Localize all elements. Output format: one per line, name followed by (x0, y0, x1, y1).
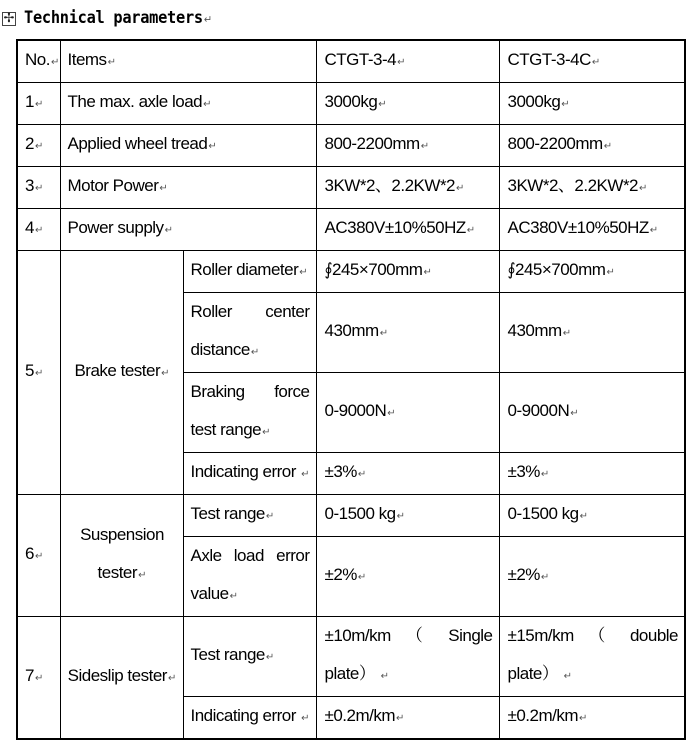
brake-braking-force-a: 0-9000N (324, 401, 387, 420)
row-value-b: 3000kg (507, 92, 561, 111)
sideslip-test-range-a-line1: ±10m/km （ Single (324, 626, 493, 645)
brake-indicating-error-a-cell (316, 453, 499, 495)
suspension-axle-load-error-b-cell (499, 537, 685, 617)
row-value-a-cell (316, 167, 499, 209)
row-value-b: AC380V±10%50HZ (507, 218, 649, 237)
cell-mark-icon: ↵ (265, 652, 275, 663)
sideslip-indicating-error-label: Indicating error (190, 706, 296, 725)
sideslip-no: 7 (25, 666, 34, 685)
sideslip-test-range-label-cell (183, 617, 316, 697)
sideslip-test-range-b-cell (499, 617, 685, 697)
suspension-no-cell (17, 495, 60, 617)
row-value-b-cell (499, 83, 685, 125)
brake-indicating-error-label-cell (183, 453, 316, 495)
sideslip-indicating-error-a: ±0.2m/km (324, 706, 396, 725)
table-row (17, 125, 685, 167)
row-item: Power supply (67, 218, 164, 237)
cell-mark-icon: ↵ (357, 469, 367, 480)
cell-mark-icon: ↵ (396, 713, 405, 724)
cell-mark-icon: ↵ (540, 572, 550, 583)
table-header-row (17, 40, 685, 83)
cell-mark-icon: ↵ (265, 511, 275, 522)
brake-indicating-error-b-cell (499, 453, 685, 495)
header-model-b: CTGT-3-4C (507, 50, 591, 69)
brake-roller-center-b: 430mm (507, 321, 562, 340)
row-value-b: 3KW*2、2.2KW*2 (507, 176, 639, 195)
row-item-cell (60, 167, 316, 209)
section-title (24, 8, 212, 28)
cell-mark-icon: ↵ (161, 368, 170, 379)
cell-mark-icon: ↵ (357, 572, 367, 583)
cell-mark-icon: ↵ (34, 183, 44, 194)
sideslip-indicating-error-b: ±0.2m/km (507, 706, 579, 725)
suspension-no: 6 (25, 544, 34, 563)
suspension-test-range-a-cell (316, 495, 499, 537)
cell-mark-icon: ↵ (50, 57, 60, 68)
brake-braking-force-label-cell (183, 373, 316, 453)
row-item-cell (60, 209, 316, 251)
cell-mark-icon: ↵ (203, 99, 212, 110)
brake-group: Brake tester (74, 361, 161, 380)
paragraph-mark-icon: ↵ (203, 13, 212, 26)
header-no-cell (17, 40, 60, 83)
cell-mark-icon: ↵ (603, 141, 613, 152)
brake-roller-diameter-label-cell (183, 251, 316, 293)
suspension-test-range-b: 0-1500 kg (507, 504, 579, 523)
brake-row-roller-diameter (17, 251, 685, 293)
cell-mark-icon: ↵ (606, 267, 615, 278)
brake-roller-diameter-b: ∮245×700mm (507, 260, 606, 279)
cell-mark-icon: ↵ (591, 57, 601, 68)
header-model-a: CTGT-3-4 (324, 50, 397, 69)
cell-mark-icon: ↵ (563, 671, 573, 682)
table-row (17, 209, 685, 251)
cell-mark-icon: ↵ (466, 225, 476, 236)
row-no-cell (17, 209, 60, 251)
suspension-test-range-label: Test range (190, 504, 265, 523)
table-row (17, 83, 685, 125)
cell-mark-icon: ↵ (540, 469, 550, 480)
row-value-b: 800-2200mm (507, 134, 603, 153)
sideslip-test-range-a-line2: plate） (324, 664, 376, 683)
brake-roller-diameter-a-cell (316, 251, 499, 293)
cell-mark-icon: ↵ (34, 99, 44, 110)
sideslip-group: Sideslip tester (67, 666, 167, 685)
cell-mark-icon: ↵ (138, 570, 147, 581)
row-item-cell (60, 83, 316, 125)
row-value-a: 800-2200mm (324, 134, 420, 153)
cell-mark-icon: ↵ (379, 328, 389, 339)
suspension-axle-load-error-a-cell (316, 537, 499, 617)
cell-mark-icon: ↵ (34, 141, 44, 152)
sideslip-test-range-a-cell (316, 617, 499, 697)
brake-indicating-error-b: ±3% (507, 462, 540, 481)
row-no: 1 (25, 92, 34, 111)
sideslip-test-range-b-line1: ±15m/km （ double (507, 626, 679, 645)
cell-mark-icon: ↵ (34, 673, 44, 684)
row-no-cell (17, 125, 60, 167)
brake-roller-center-label-line1: Roller center (190, 302, 310, 321)
cell-mark-icon: ↵ (456, 183, 465, 194)
suspension-row-test-range (17, 495, 685, 537)
brake-roller-center-b-cell (499, 293, 685, 373)
brake-braking-force-label-line1: Braking force (190, 382, 310, 401)
brake-roller-center-label-cell (183, 293, 316, 373)
row-value-a: 3KW*2、2.2KW*2 (324, 176, 456, 195)
row-no: 3 (25, 176, 34, 195)
cell-mark-icon: ↵ (579, 713, 588, 724)
brake-indicating-error-label: Indicating error (190, 462, 296, 481)
suspension-axle-load-error-b: ±2% (507, 565, 540, 584)
cell-mark-icon: ↵ (208, 141, 217, 152)
suspension-axle-load-error-a: ±2% (324, 565, 357, 584)
brake-braking-force-a-cell (316, 373, 499, 453)
cell-mark-icon: ↵ (649, 225, 659, 236)
row-value-a-cell (316, 209, 499, 251)
cell-mark-icon: ↵ (299, 267, 308, 278)
cell-mark-icon: ↵ (570, 408, 579, 419)
sideslip-indicating-error-a-cell (316, 697, 499, 740)
header-items: Items (67, 50, 107, 69)
cell-mark-icon: ↵ (107, 57, 116, 68)
cell-mark-icon: ↵ (420, 141, 430, 152)
row-value-b-cell (499, 125, 685, 167)
header-no: No. (25, 50, 50, 69)
cell-mark-icon: ↵ (387, 408, 396, 419)
sideslip-no-cell (17, 617, 60, 740)
brake-braking-force-label-line2: test range (190, 420, 262, 439)
suspension-axle-load-error-label-cell (183, 537, 316, 617)
brake-braking-force-b-cell (499, 373, 685, 453)
cell-mark-icon: ↵ (301, 469, 310, 480)
suspension-group-line1: Suspension (80, 525, 164, 544)
cell-mark-icon: ↵ (229, 591, 239, 602)
cell-mark-icon: ↵ (34, 368, 44, 379)
row-value-b-cell (499, 167, 685, 209)
suspension-axle-load-error-label-line1: Axle load error (190, 546, 310, 565)
suspension-group-cell (60, 495, 183, 617)
row-value-a-cell (316, 83, 499, 125)
sideslip-group-cell (60, 617, 183, 740)
row-value-a-cell (316, 125, 499, 167)
brake-roller-center-a: 430mm (324, 321, 379, 340)
suspension-test-range-b-cell (499, 495, 685, 537)
header-model-b-cell (499, 40, 685, 83)
brake-braking-force-b: 0-9000N (507, 401, 570, 420)
sideslip-row-test-range (17, 617, 685, 697)
brake-roller-center-a-cell (316, 293, 499, 373)
suspension-test-range-a: 0-1500 kg (324, 504, 396, 523)
brake-indicating-error-a: ±3% (324, 462, 357, 481)
sideslip-test-range-b-line2: plate） (507, 664, 559, 683)
header-model-a-cell (316, 40, 499, 83)
brake-no: 5 (25, 361, 34, 380)
row-value-a: 3000kg (324, 92, 378, 111)
row-item: The max. axle load (67, 92, 203, 111)
brake-roller-diameter-label: Roller diameter (190, 260, 299, 279)
suspension-test-range-label-cell (183, 495, 316, 537)
row-no-cell (17, 167, 60, 209)
row-item-cell (60, 125, 316, 167)
table-row (17, 167, 685, 209)
cell-mark-icon: ↵ (301, 713, 310, 724)
row-no: 2 (25, 134, 34, 153)
cell-mark-icon: ↵ (561, 99, 570, 110)
sideslip-indicating-error-b-cell (499, 697, 685, 740)
brake-group-cell (60, 251, 183, 495)
cell-mark-icon: ↵ (378, 99, 387, 110)
row-no-cell (17, 83, 60, 125)
cell-mark-icon: ↵ (262, 427, 271, 438)
cell-mark-icon: ↵ (639, 183, 648, 194)
suspension-group-line2: tester (97, 563, 138, 582)
cell-mark-icon: ↵ (164, 225, 173, 236)
cell-mark-icon: ↵ (167, 673, 177, 684)
cell-mark-icon: ↵ (34, 551, 44, 562)
row-no: 4 (25, 218, 34, 237)
row-value-b-cell (499, 209, 685, 251)
cell-mark-icon: ↵ (34, 225, 44, 236)
sideslip-test-range-label: Test range (190, 645, 265, 664)
table-move-handle-icon[interactable]: ✢ (3, 11, 15, 26)
cell-mark-icon: ↵ (396, 511, 406, 522)
brake-no-cell (17, 251, 60, 495)
cell-mark-icon: ↵ (579, 511, 589, 522)
suspension-axle-load-error-label-line2: value (190, 584, 229, 603)
section-title-text: Technical parameters (24, 8, 203, 28)
cell-mark-icon: ↵ (250, 347, 260, 358)
brake-roller-diameter-b-cell (499, 251, 685, 293)
brake-roller-diameter-a: ∮245×700mm (324, 260, 423, 279)
row-item: Applied wheel tread (67, 134, 208, 153)
row-value-a: AC380V±10%50HZ (324, 218, 466, 237)
row-item: Motor Power (67, 176, 159, 195)
sideslip-indicating-error-label-cell (183, 697, 316, 740)
cell-mark-icon: ↵ (397, 57, 406, 68)
cell-mark-icon: ↵ (562, 328, 572, 339)
brake-roller-center-label-line2: distance (190, 340, 250, 359)
cell-mark-icon: ↵ (159, 183, 168, 194)
header-items-cell (60, 40, 316, 83)
cell-mark-icon: ↵ (380, 671, 390, 682)
technical-parameters-table (16, 39, 686, 740)
cell-mark-icon: ↵ (423, 267, 432, 278)
